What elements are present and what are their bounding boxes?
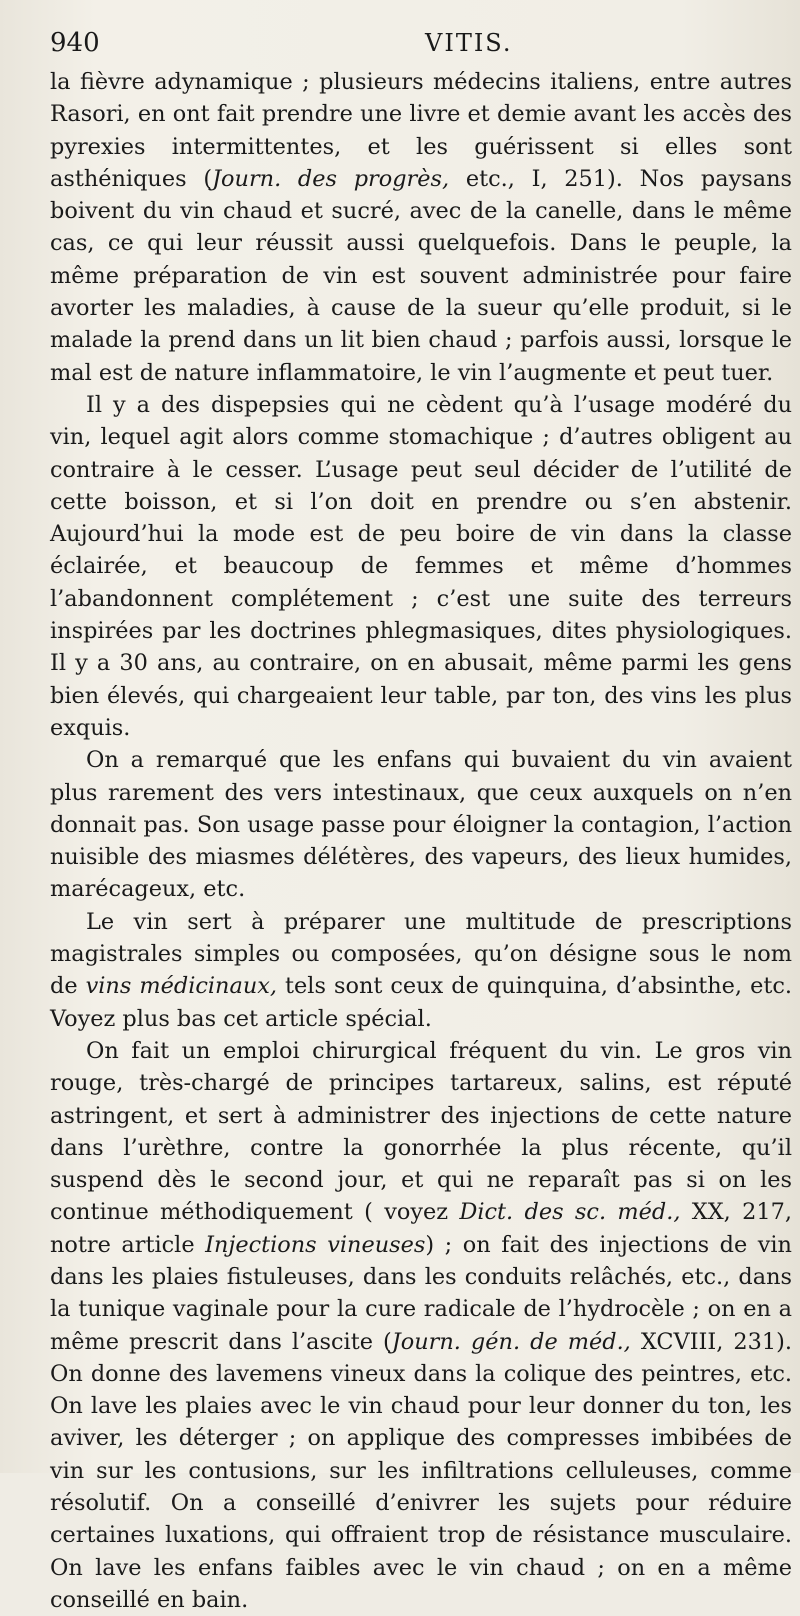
italic-citation: Journ. gén. de méd., [391,1328,631,1355]
paragraph [50,744,792,905]
running-head: VITIS. [425,29,513,57]
text-run: Il y a des dispepsies qui ne cèdent qu’à l’usage modéré du vin, lequel agit alors comme stomachique ; d’autres obligent au contraire à le cesser. L’usage peut seul décider de l’utilité de cette boisson, et si l’on doit en prendre ou s’en abstenir. Aujourd’hui la mode est de peu boire de vin dans la classe éclairée, et beaucoup de femmes et même d’hommes l’abandonnent complétement ; c’est une suite des terreurs inspirées par les doctrines phlegmasiques, dites physiologiques. Il y a 30 ans, au contraire, on en abusait, même parmi les gens bien élevés, qui chargeaient leur table, par ton, des vins les plus exquis. [50,391,792,741]
paragraph [50,1035,792,1616]
text-run: XX, 217, notre article [50,1199,792,1258]
italic-citation: vins médicinaux, [85,973,277,1000]
italic-citation: Journ. des progrès, [212,165,450,192]
text-run: On a remarqué que les enfans qui buvaient du vin avaient plus rarement des vers intestinaux, que ceux auxquels on n’en donnait pas. Son usage passe pour éloigner la contagion, l’action nuisible des miasmes délétères, des vapeurs, des lieux humides, marécageux, etc. [50,747,792,903]
page-header [50,28,792,66]
paragraph [50,906,792,1035]
text-run: On fait un emploi chirurgical fréquent du vin. Le gros vin rouge, très-chargé de principes tartareux, salins, est réputé astringent, et sert à administrer des injections de cette nature dans l’urèthre, contre la gonorrhée la plus récente, qu’il suspend dès le second jour, et qui ne reparaît pas si on les continue méthodiquement ( voyez [50,1037,792,1226]
text-run: XCVIII, 231). On donne des lavemens vineux dans la colique des peintres, etc. On lave les plaies avec le vin chaud pour leur donner du ton, les aviver, les déterger ; on applique des compresses imbibées de vin sur les contusions, sur les infiltrations celluleuses, comme résolutif. On a conseillé d’enivrer les sujets pour réduire certaines luxations, qui offraient trop de résistance musculaire. On lave les enfans faibles avec le vin chaud ; on en a même conseillé en bain. [50,1328,793,1613]
text-run: ) ; on fait des injections de vin dans les plaies fistuleuses, dans les conduits relâchés, etc., dans la tunique vaginale pour la cure radicale de l’hydrocèle ; on en a même prescrit dans l’ascite ( [50,1231,792,1355]
text-run: etc., I, 251). Nos paysans boivent du vin chaud et sucré, avec de la canelle, dans le même cas, ce qui leur réussit aussi quelquefois. Dans le peuple, la même préparation de vin est souvent administrée pour faire avorter les maladies, à cause de la sueur qu’elle produit, si le malade la prend dans un lit bien chaud ; parfois aussi, lorsque le mal est de nature inflammatoire, le vin l’augmente et peut tuer. [50,165,792,386]
body-text [50,66,792,1616]
text-run: la fièvre adynamique ; plusieurs médecins italiens, entre autres Rasori, en ont fait prendre une livre et demie avant les accès des pyrexies intermittentes, et les guérissent si elles sont asthéniques ( [50,69,792,192]
italic-citation: Injections vineuses [205,1231,426,1258]
text-run: tels sont ceux de quinquina, d’absinthe, etc. Voyez plus bas cet article spécial. [50,973,792,1032]
paragraph [50,66,792,389]
italic-citation: Dict. des sc. méd., [459,1199,681,1226]
text-run: Le vin sert à préparer une multitude de prescriptions magistrales simples ou composées, qu’on désigne sous le nom de [50,908,792,1000]
page-number: 940 [50,28,100,58]
paragraph [50,389,792,744]
